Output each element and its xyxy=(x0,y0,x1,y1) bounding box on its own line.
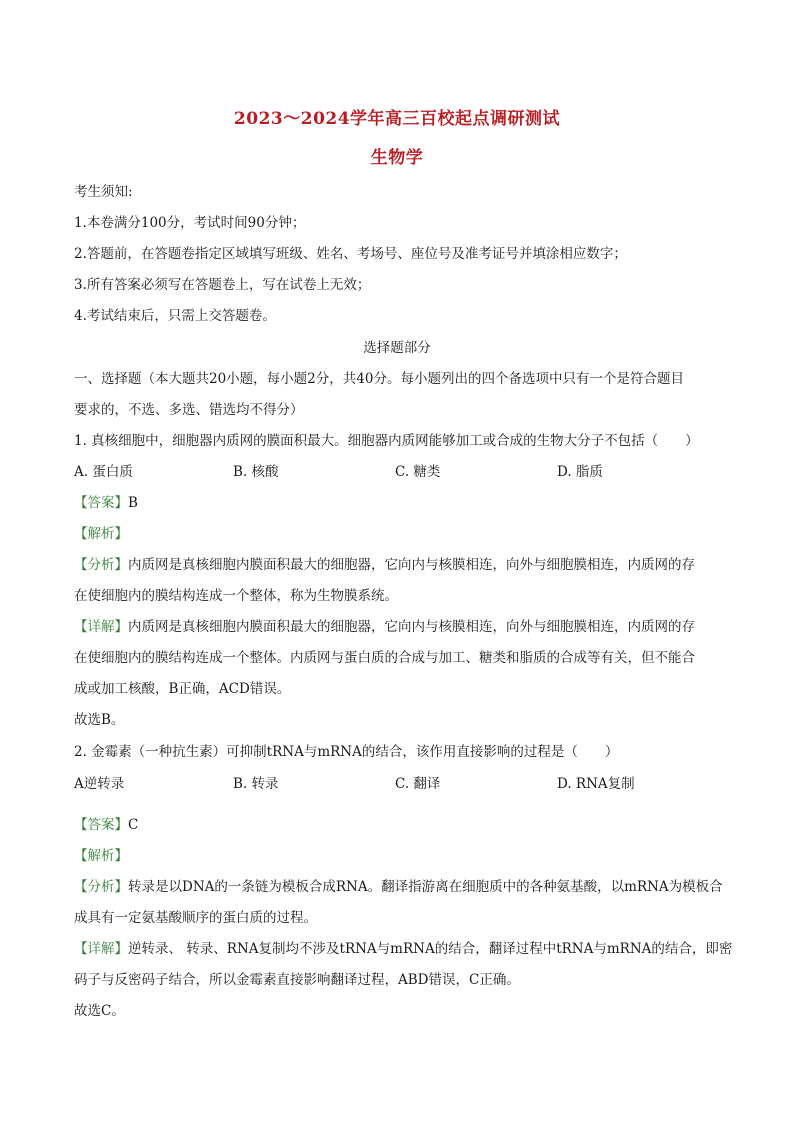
q1-fenxi-line-2: 在使细胞内的膜结构连成一个整体，称为生物膜系统。 xyxy=(74,588,398,604)
q1-option-b: B. 核酸 xyxy=(233,464,279,480)
q1-stem: 1. 真核细胞中，细胞器内质网的膜面积最大。细胞器内质网能够加工或合成的生物大分子不包括（ ） xyxy=(74,433,699,449)
q2-xiangjie-text-1: 逆转录、 转录、RNA复制均不涉及tRNA与mRNA的结合，翻译过程中tRNA与mRNA的结合，即密 xyxy=(128,941,733,957)
q1-option-d: D. 脂质 xyxy=(557,464,603,480)
section-title: 选择题部分 xyxy=(363,340,431,356)
q2-xiangjie-line-2: 码子与反密码子结合，所以金霉素直接影响翻译过程，ABD错误，C正确。 xyxy=(74,972,520,988)
q1-answer-tag: 【答案】 xyxy=(74,495,128,511)
q1-conclusion: 故选B。 xyxy=(74,712,125,728)
notice-item-2: 2.答题前，在答题卷指定区域填写班级、姓名、考场号、座位号及准考证号并填涂相应数字； xyxy=(74,246,627,262)
q2-option-c: C. 翻译 xyxy=(395,776,441,792)
q1-xiangjie-tag: 【详解】 xyxy=(74,619,128,635)
notice-item-1: 1.本卷满分100分，考试时间90分钟； xyxy=(74,215,306,231)
q2-fenxi-tag: 【分析】 xyxy=(74,879,128,895)
exam-subject: 生物学 xyxy=(370,148,424,168)
exam-title: 2023～2024学年高三百校起点调研测试 xyxy=(233,109,561,129)
q1-option-c: C. 糖类 xyxy=(395,464,441,480)
q2-conclusion: 故选C。 xyxy=(74,1003,125,1019)
q2-answer-value: C xyxy=(128,817,139,833)
q1-option-a: A. 蛋白质 xyxy=(74,464,133,480)
q1-answer-value: B xyxy=(128,495,138,511)
q2-answer-tag: 【答案】 xyxy=(74,817,128,833)
section-intro-line-2: 要求的，不选、多选、错选均不得分） xyxy=(74,402,304,418)
q2-option-a: A逆转录 xyxy=(74,776,125,792)
q2-analysis-tag: 【解析】 xyxy=(74,848,128,864)
q2-option-b: B. 转录 xyxy=(233,776,279,792)
q1-xiangjie-line-3: 成或加工核酸，B正确，ACD错误。 xyxy=(74,681,291,697)
q1-fenxi-text-1: 内质网是真核细胞内膜面积最大的细胞器，它向内与核膜相连，向外与细胞膜相连，内质网的存 xyxy=(128,557,695,573)
q1-xiangjie-line-1 xyxy=(74,617,695,637)
q2-fenxi-line-1 xyxy=(74,877,723,897)
q1-xiangjie-text-1: 内质网是真核细胞内膜面积最大的细胞器，它向内与核膜相连，向外与细胞膜相连，内质网的存 xyxy=(128,619,695,635)
q1-answer xyxy=(74,493,138,513)
q1-fenxi-line-1 xyxy=(74,555,695,575)
q2-fenxi-line-2: 成具有一定氨基酸顺序的蛋白质的过程。 xyxy=(74,910,317,926)
section-intro-line-1: 一、选择题（本大题共20小题，每小题2分，共40分。每小题列出的四个备选项中只有一个是符合题目 xyxy=(74,371,684,387)
notice-heading: 考生须知: xyxy=(74,184,133,200)
q2-answer xyxy=(74,815,138,835)
q1-analysis-tag: 【解析】 xyxy=(74,526,128,542)
q1-xiangjie-line-2: 在使细胞内的膜结构连成一个整体。内质网与蛋白质的合成与加工、糖类和脂质的合成等有关，但不能合 xyxy=(74,650,695,666)
q2-xiangjie-tag: 【详解】 xyxy=(74,941,128,957)
q2-xiangjie-line-1 xyxy=(74,939,732,959)
notice-item-4: 4.考试结束后，只需上交答题卷。 xyxy=(74,308,276,324)
q2-option-d: D. RNA复制 xyxy=(557,776,635,792)
q2-stem: 2. 金霉素（一种抗生素）可抑制tRNA与mRNA的结合，该作用直接影响的过程是（ ） xyxy=(74,744,619,760)
notice-item-3: 3.所有答案必须写在答题卷上，写在试卷上无效； xyxy=(74,277,371,293)
q1-fenxi-tag: 【分析】 xyxy=(74,557,128,573)
q2-fenxi-text-1: 转录是以DNA的一条链为模板合成RNA。翻译指游离在细胞质中的各种氨基酸，以mRNA为模板合 xyxy=(128,879,723,895)
